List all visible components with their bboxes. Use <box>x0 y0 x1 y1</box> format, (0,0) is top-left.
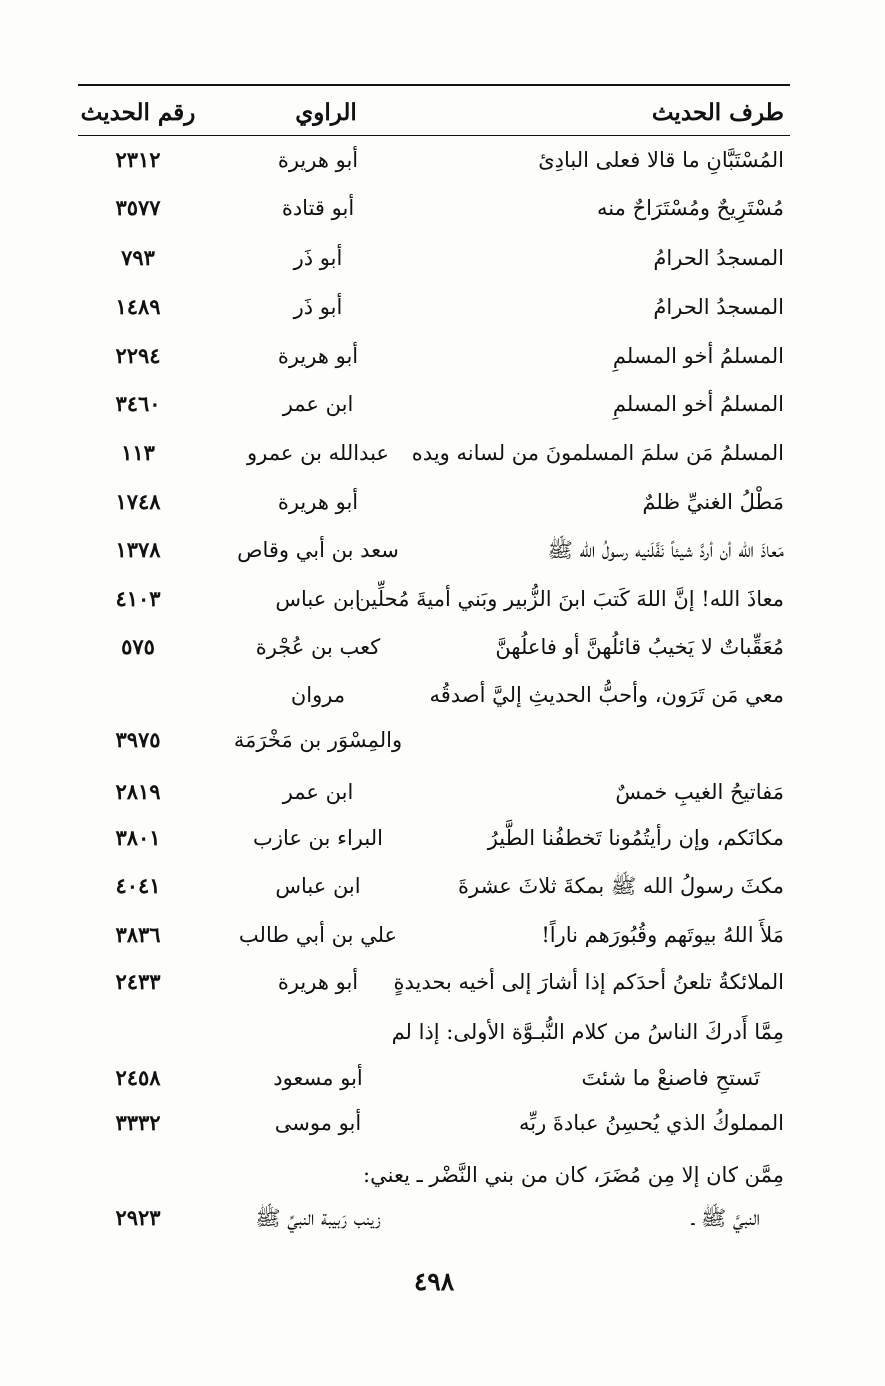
table-row <box>78 140 790 180</box>
hadith-opening-text: مَلأَ اللهُ بيوتَهم وقُبُورَهم ناراً! <box>541 923 784 947</box>
narrator-name: علي بن أبي طالب <box>238 923 398 947</box>
table-row <box>78 962 790 1002</box>
table-row <box>78 1058 790 1098</box>
table-row <box>78 772 790 812</box>
hadith-number: ٢٨١٩ <box>115 779 161 804</box>
hadith-opening-text: مَطْلُ الغنيِّ ظلمٌ <box>642 490 784 514</box>
table-row <box>78 188 790 228</box>
hadith-opening-text: المسجدُ الحرامُ <box>653 295 784 319</box>
narrator-name: ابن عباس <box>275 874 361 898</box>
table-row <box>78 482 790 522</box>
table-row <box>78 675 790 715</box>
hadith-number: ٣٣٣٢ <box>115 1110 161 1135</box>
hadith-opening-text: المُسْتَبَّانِ ما قالا فعلى البادِئ <box>538 148 784 172</box>
hadith-opening-text: تَستحِ فاصنعْ ما شئتَ <box>581 1066 760 1090</box>
hadith-opening-text: النبيَّ ﷺ ـ <box>691 1206 760 1230</box>
hadith-number: ١١٣ <box>121 440 155 465</box>
narrator-name: ابن عمر <box>282 392 354 416</box>
table-row <box>78 433 790 473</box>
hadith-number: ٢٤٣٣ <box>115 969 161 994</box>
hadith-opening-text: المملوكُ الذي يُحسِنُ عبادةَ ربِّه <box>518 1111 784 1135</box>
table-row <box>78 627 790 667</box>
hadith-number: ٣٨٣٦ <box>115 922 161 947</box>
hadith-number: ١٤٨٩ <box>115 294 161 319</box>
narrator-name: زينب رَبيبة النبيِّ ﷺ <box>255 1206 381 1230</box>
table-row <box>78 579 790 619</box>
narrator-name: أبو ذَر <box>293 295 343 319</box>
narrator-name: أبو هريرة <box>277 970 359 994</box>
top-rule <box>78 84 790 86</box>
hadith-opening-text: معاذَ الله! إنَّ اللهَ كَتبَ ابنَ الزُّبير وبَني أميةَ مُحلِّين <box>355 587 784 611</box>
table-row <box>78 1198 790 1238</box>
hadith-number: ٣٥٧٧ <box>115 195 161 220</box>
hadith-number: ١٧٤٨ <box>115 489 161 514</box>
narrator-name: والمِسْوَر بن مَخْرَمَة <box>233 728 403 752</box>
hadith-number: ٣٨٠١ <box>115 825 161 850</box>
hadith-opening-text: مَفاتيحُ الغيبِ خمسٌ <box>615 780 784 804</box>
narrator-name: أبو هريرة <box>277 344 359 368</box>
table-row <box>78 1155 790 1195</box>
hadith-number: ٣٩٧٥ <box>115 727 161 752</box>
narrator-name: البراء بن عازب <box>253 826 383 850</box>
hadith-number: ٣٤٦٠ <box>115 391 161 416</box>
hadith-opening-text: مكثَ رسولُ الله ﷺ بمكةَ ثلاثَ عشرةَ <box>457 874 784 898</box>
hadith-number: ٢٤٥٨ <box>115 1065 161 1090</box>
narrator-name: سعد بن أبي وقاص <box>237 538 399 562</box>
hadith-number: ٧٩٣ <box>121 245 155 270</box>
narrator-name: كعب بن عُجْرة <box>255 635 381 659</box>
table-row <box>78 866 790 906</box>
hadith-number: ٥٧٥ <box>121 634 155 659</box>
hadith-opening-text: معي مَن تَرَون، وأحبُّ الحديثِ إليَّ أصدقُه <box>429 683 784 707</box>
hadith-opening-text: الملائكةُ تلعنُ أحدَكم إذا أشارَ إلى أخيه بحديدةٍ <box>393 970 784 994</box>
hadith-number: ٢٢٩٤ <box>115 343 161 368</box>
header-narrator: الراوي <box>295 99 357 126</box>
narrator-name: عبدالله بن عمرو <box>247 441 389 465</box>
hadith-number: ٢٣١٢ <box>115 147 161 172</box>
hadith-opening-text: مُعَقِّباتٌ لا يَخيبُ قائلُهنَّ أو فاعلُهنَّ <box>495 635 784 659</box>
hadith-opening-text: المسلمُ أخو المسلمِ <box>612 392 784 416</box>
page-number: ٤٩٨ <box>413 1267 455 1296</box>
narrator-name: أبو موسى <box>274 1111 362 1135</box>
header-hadith-number: رقم الحديث <box>80 99 196 126</box>
narrator-name: ابن عمر <box>282 780 354 804</box>
narrator-name: أبو هريرة <box>277 148 359 172</box>
narrator-name: أبو هريرة <box>277 490 359 514</box>
hadith-opening-text: مُسْتَرِيحٌ ومُسْتَرَاحٌ منه <box>597 196 784 220</box>
table-row <box>78 530 790 570</box>
hadith-number: ٤١٠٣ <box>115 586 161 611</box>
table-row <box>78 1012 790 1052</box>
hadith-opening-text: مِمَّا أَدركَ الناسُ من كلام النُّبـوَّة الأولى: إذا لم <box>391 1020 784 1044</box>
hadith-number: ١٣٧٨ <box>115 537 161 562</box>
table-row <box>78 1103 790 1143</box>
hadith-number: ٢٩٢٣ <box>115 1205 161 1230</box>
hadith-opening-text: المسلمُ أخو المسلمِ <box>612 344 784 368</box>
index-page <box>78 0 790 1386</box>
narrator-name: أبو قتادة <box>281 196 355 220</box>
hadith-opening-text: مَعاذَ الله أن أردَّ شيئاً نَفَّلَنيه رسولُ الله ﷺ <box>547 538 784 562</box>
hadith-opening-text: مِمَّن كان إلا مِن مُضَرَ، كان من بني النَّضْر ـ يعني: <box>363 1163 784 1187</box>
table-row <box>78 238 790 278</box>
table-row <box>78 915 790 955</box>
table-row <box>78 384 790 424</box>
table-row <box>78 336 790 376</box>
hadith-opening-text: المسجدُ الحرامُ <box>653 246 784 270</box>
table-row <box>78 818 790 858</box>
hadith-opening-text: المسلمُ مَن سلمَ المسلمونَ من لسانه ويده <box>411 441 784 465</box>
narrator-name: أبو مسعود <box>273 1066 363 1090</box>
narrator-name: ابن عباس <box>275 587 361 611</box>
header-hadith-opening: طرف الحديث <box>651 99 784 126</box>
narrator-name: أبو ذَر <box>293 246 343 270</box>
header-rule <box>78 135 790 136</box>
hadith-opening-text: مكانَكم، وإن رأيتُمُونا تَخطفُنا الطَّيرُ <box>487 826 784 850</box>
narrator-name: مروان <box>290 683 346 707</box>
table-row <box>78 720 790 760</box>
hadith-number: ٤٠٤١ <box>115 873 161 898</box>
table-row <box>78 287 790 327</box>
